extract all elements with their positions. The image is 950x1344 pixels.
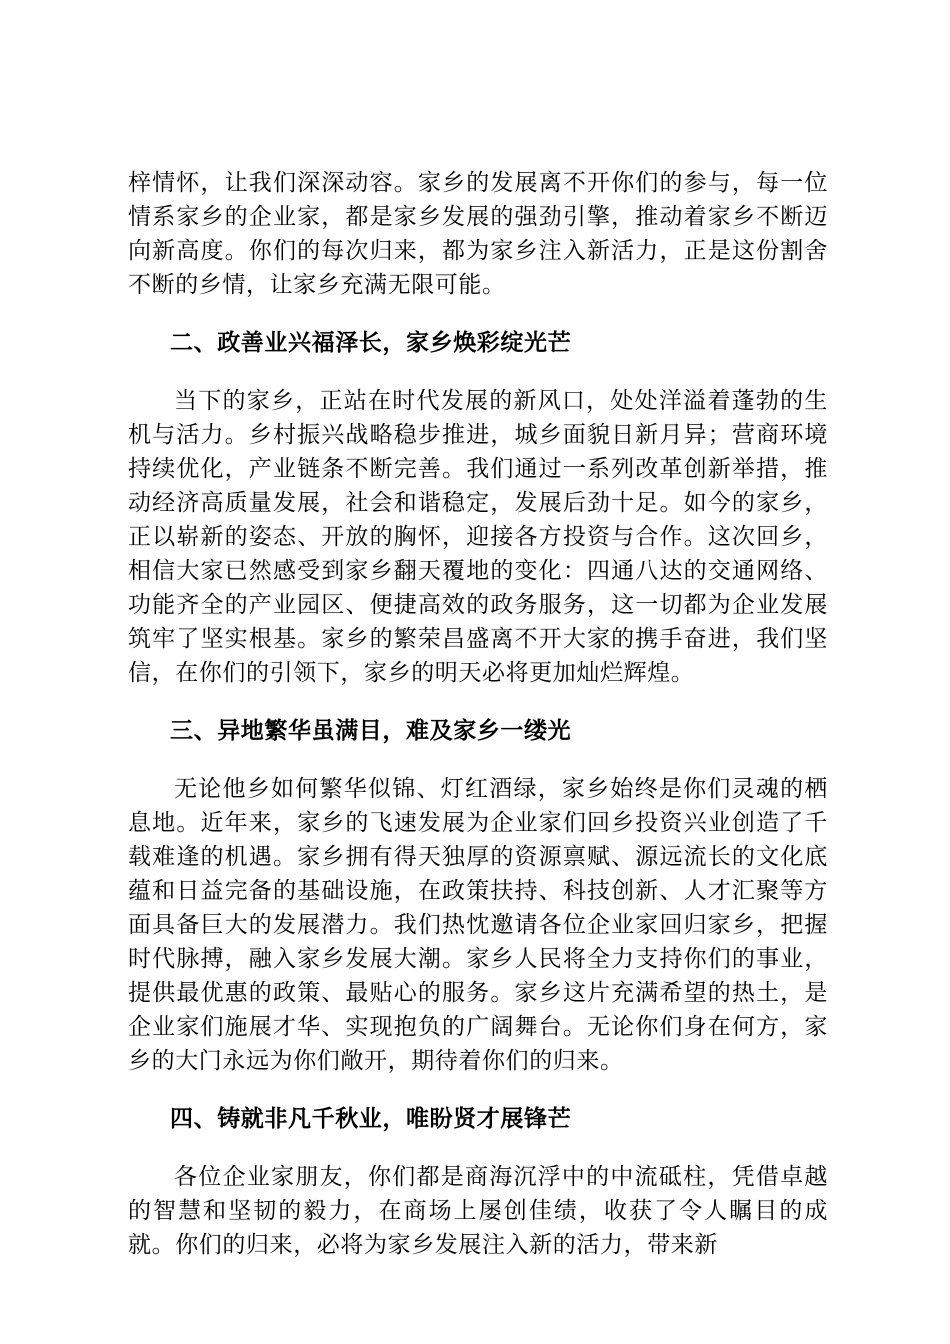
section-heading-4: 四、铸就非凡千秋业，唯盼贤才展锋芒 — [170, 1106, 572, 1132]
section-heading-2: 二、政善业兴福泽长，家乡焕彩绽光芒 — [170, 330, 572, 356]
intro-paragraph: 梓情怀，让我们深深动容。家乡的发展离不开你们的参与，每一位情系家乡的企业家，都是家乡发展的强劲引擎，推动着家乡不断迈向新高度。你们的每次归来，都为家乡注入新活力，正是这份割舍不断的乡情，让家乡充满无限可能。 — [128, 170, 828, 298]
section-heading-3: 三、异地繁华虽满目，难及家乡一缕光 — [170, 718, 572, 744]
section-paragraph-3: 无论他乡如何繁华似锦、灯红酒绿，家乡始终是你们灵魂的栖息地。近年来，家乡的飞速发展为企业家们回乡投资兴业创造了千载难逢的机遇。家乡拥有得天独厚的资源禀赋、源远流长的文化底蕴和日益完备的基础设施，在政策扶持、科技创新、人才汇聚等方面具备巨大的发展潜力。我们热忱邀请各位企业家回归家乡，把握时代脉搏，融入家乡发展大潮。家乡人民将全力支持你们的事业，提供最优惠的政策、最贴心的服务。家乡这片充满希望的热土，是企业家们施展才华、实现抱负的广阔舞台。无论你们身在何方，家乡的大门永远为你们敞开，期待着你们的归来。 — [128, 776, 828, 1074]
document-body — [128, 166, 828, 1262]
section-paragraph-2: 当下的家乡，正站在时代发展的新风口，处处洋溢着蓬勃的生机与活力。乡村振兴战略稳步推进，城乡面貌日新月异；营商环境持续优化，产业链条不断完善。我们通过一系列改革创新举措，推动经济高质量发展，社会和谐稳定，发展后劲十足。如今的家乡，正以崭新的姿态、开放的胸怀，迎接各方投资与合作。这次回乡，相信大家已然感受到家乡翻天覆地的变化：四通八达的交通网络、功能齐全的产业园区、便捷高效的政务服务，这一切都为企业发展筑牢了坚实根基。家乡的繁荣昌盛离不开大家的携手奋进，我们坚信，在你们的引领下，家乡的明天必将更加灿烂辉煌。 — [128, 388, 828, 686]
section-paragraph-4: 各位企业家朋友，你们都是商海沉浮中的中流砥柱，凭借卓越的智慧和坚韧的毅力，在商场上屡创佳绩，收获了令人瞩目的成就。你们的归来，必将为家乡发展注入新的活力，带来新 — [128, 1164, 828, 1258]
